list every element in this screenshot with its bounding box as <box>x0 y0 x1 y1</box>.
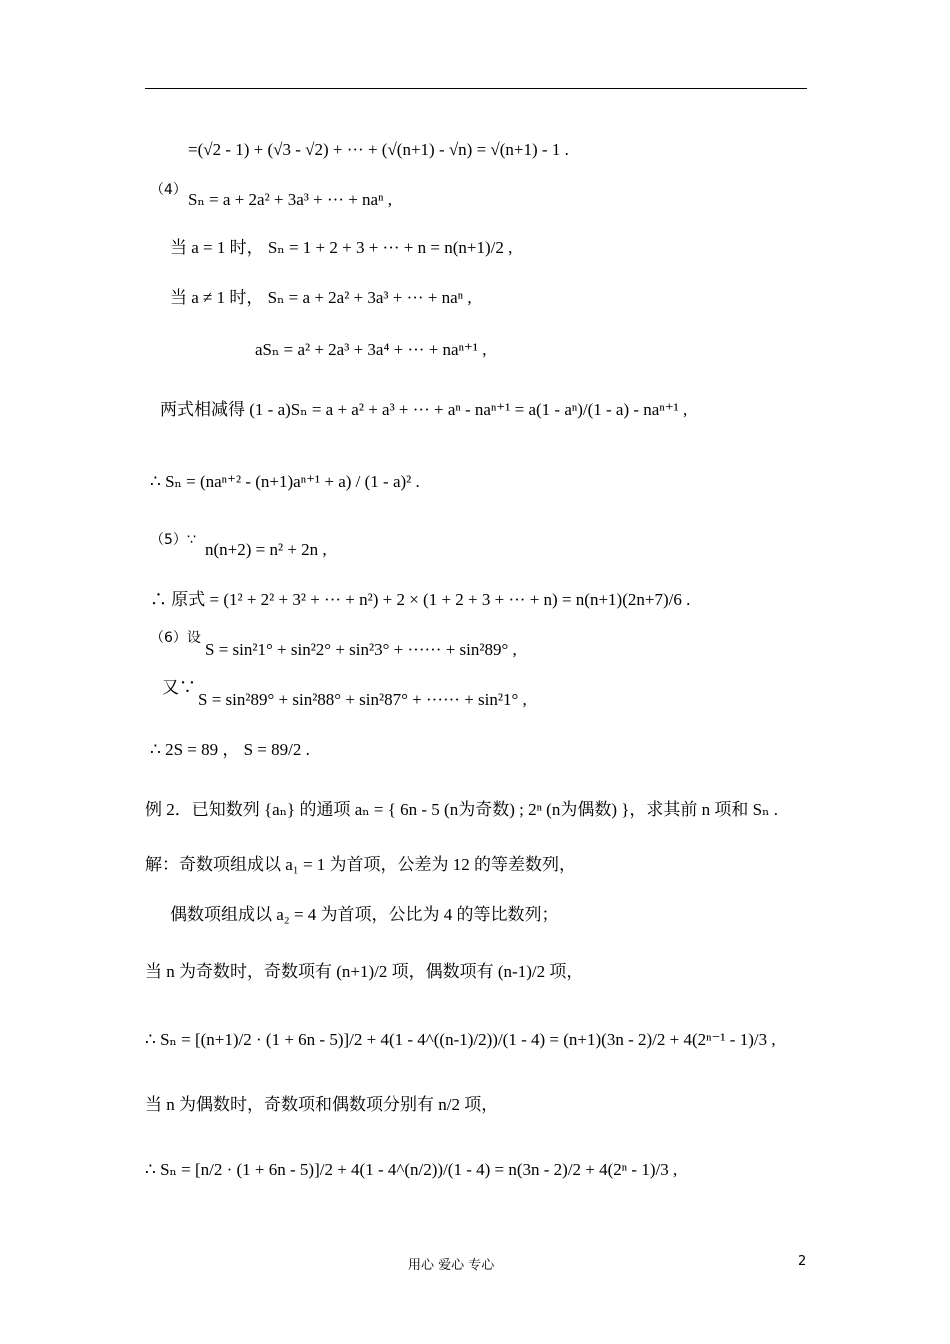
odd-n-sum: ∴ Sₙ = [(n+1)/2 · (1 + 6n - 5)]/2 + 4(1 - 4^((n-1)/2))/(1 - 4) = (n+1)(3n - 2)/2 + 4(2ⁿ⁻¹ - 1)/3 , <box>145 1030 776 1049</box>
case-a-equals-1: 当 a = 1 时， Sₙ = 1 + 2 + 3 + ··· + n = n(n+1)/2 , <box>170 238 513 257</box>
a-times-sum: aSₙ = a² + 2a³ + 3a⁴ + ··· + naⁿ⁺¹ , <box>255 340 487 359</box>
case-a-not-1: 当 a ≠ 1 时， Sₙ = a + 2a² + 3a³ + ··· + naⁿ , <box>170 288 472 307</box>
item-label-5: （5）∵ <box>150 532 196 548</box>
since-label: 又∵ <box>162 678 196 697</box>
sine-sum-result: ∴ 2S = 89 ， S = 89/2 . <box>150 740 310 759</box>
example-2-statement: 例 2．已知数列 {aₙ} 的通项 aₙ = { 6n - 5 (n为奇数) ; 2ⁿ (n为偶数) }，求其前 n 项和 Sₙ . <box>145 800 778 819</box>
item-label-6: （6）设 <box>150 630 201 646</box>
original-sum-result: ∴ 原式 = (1² + 2² + 3² + ··· + n²) + 2 × (1 + 2 + 3 + ··· + n) = n(n+1)(2n+7)/6 . <box>150 590 691 609</box>
odd-n-term-counts: 当 n 为奇数时，奇数项有 (n+1)/2 项，偶数项有 (n-1)/2 项， <box>145 962 584 981</box>
sine-sum-forward: S = sin²1° + sin²2° + sin²3° + ······ + sin²89° , <box>205 640 517 659</box>
telescoping-sum-result: =(√2 - 1) + (√3 - √2) + ··· + (√(n+1) - √n) = √(n+1) - 1 . <box>188 140 569 159</box>
item-label-4: （4） <box>150 182 187 198</box>
solution-even-terms: 偶数项组成以 a₂ = 4 为首项，公比为 4 的等比数列； <box>170 905 559 924</box>
even-n-sum: ∴ Sₙ = [n/2 · (1 + 6n - 5)]/2 + 4(1 - 4^(n/2))/(1 - 4) = n(3n - 2)/2 + 4(2ⁿ - 1)/3 , <box>145 1160 678 1179</box>
sum-definition: Sₙ = a + 2a² + 3a³ + ··· + naⁿ , <box>188 190 392 209</box>
even-n-term-counts: 当 n 为偶数时，奇数项和偶数项分别有 n/2 项， <box>145 1095 499 1114</box>
sum-closed-form: ∴ Sₙ = (naⁿ⁺² - (n+1)aⁿ⁺¹ + a) / (1 - a)² . <box>150 472 420 491</box>
subtract-equations: 两式相减得 (1 - a)Sₙ = a + a² + a³ + ··· + aⁿ - naⁿ⁺¹ = a(1 - aⁿ)/(1 - a) - naⁿ⁺¹ , <box>160 400 688 419</box>
sine-sum-reverse: S = sin²89° + sin²88° + sin²87° + ······ + sin²1° , <box>198 690 527 709</box>
solution-odd-terms: 解：奇数项组成以 a₁ = 1 为首项，公差为 12 的等差数列， <box>145 855 577 874</box>
header-rule <box>145 88 807 89</box>
page-number: 2 <box>798 1254 807 1269</box>
term-expansion: n(n+2) = n² + 2n , <box>205 540 327 559</box>
footer-text: 用心 爱心 专心 <box>408 1258 495 1273</box>
